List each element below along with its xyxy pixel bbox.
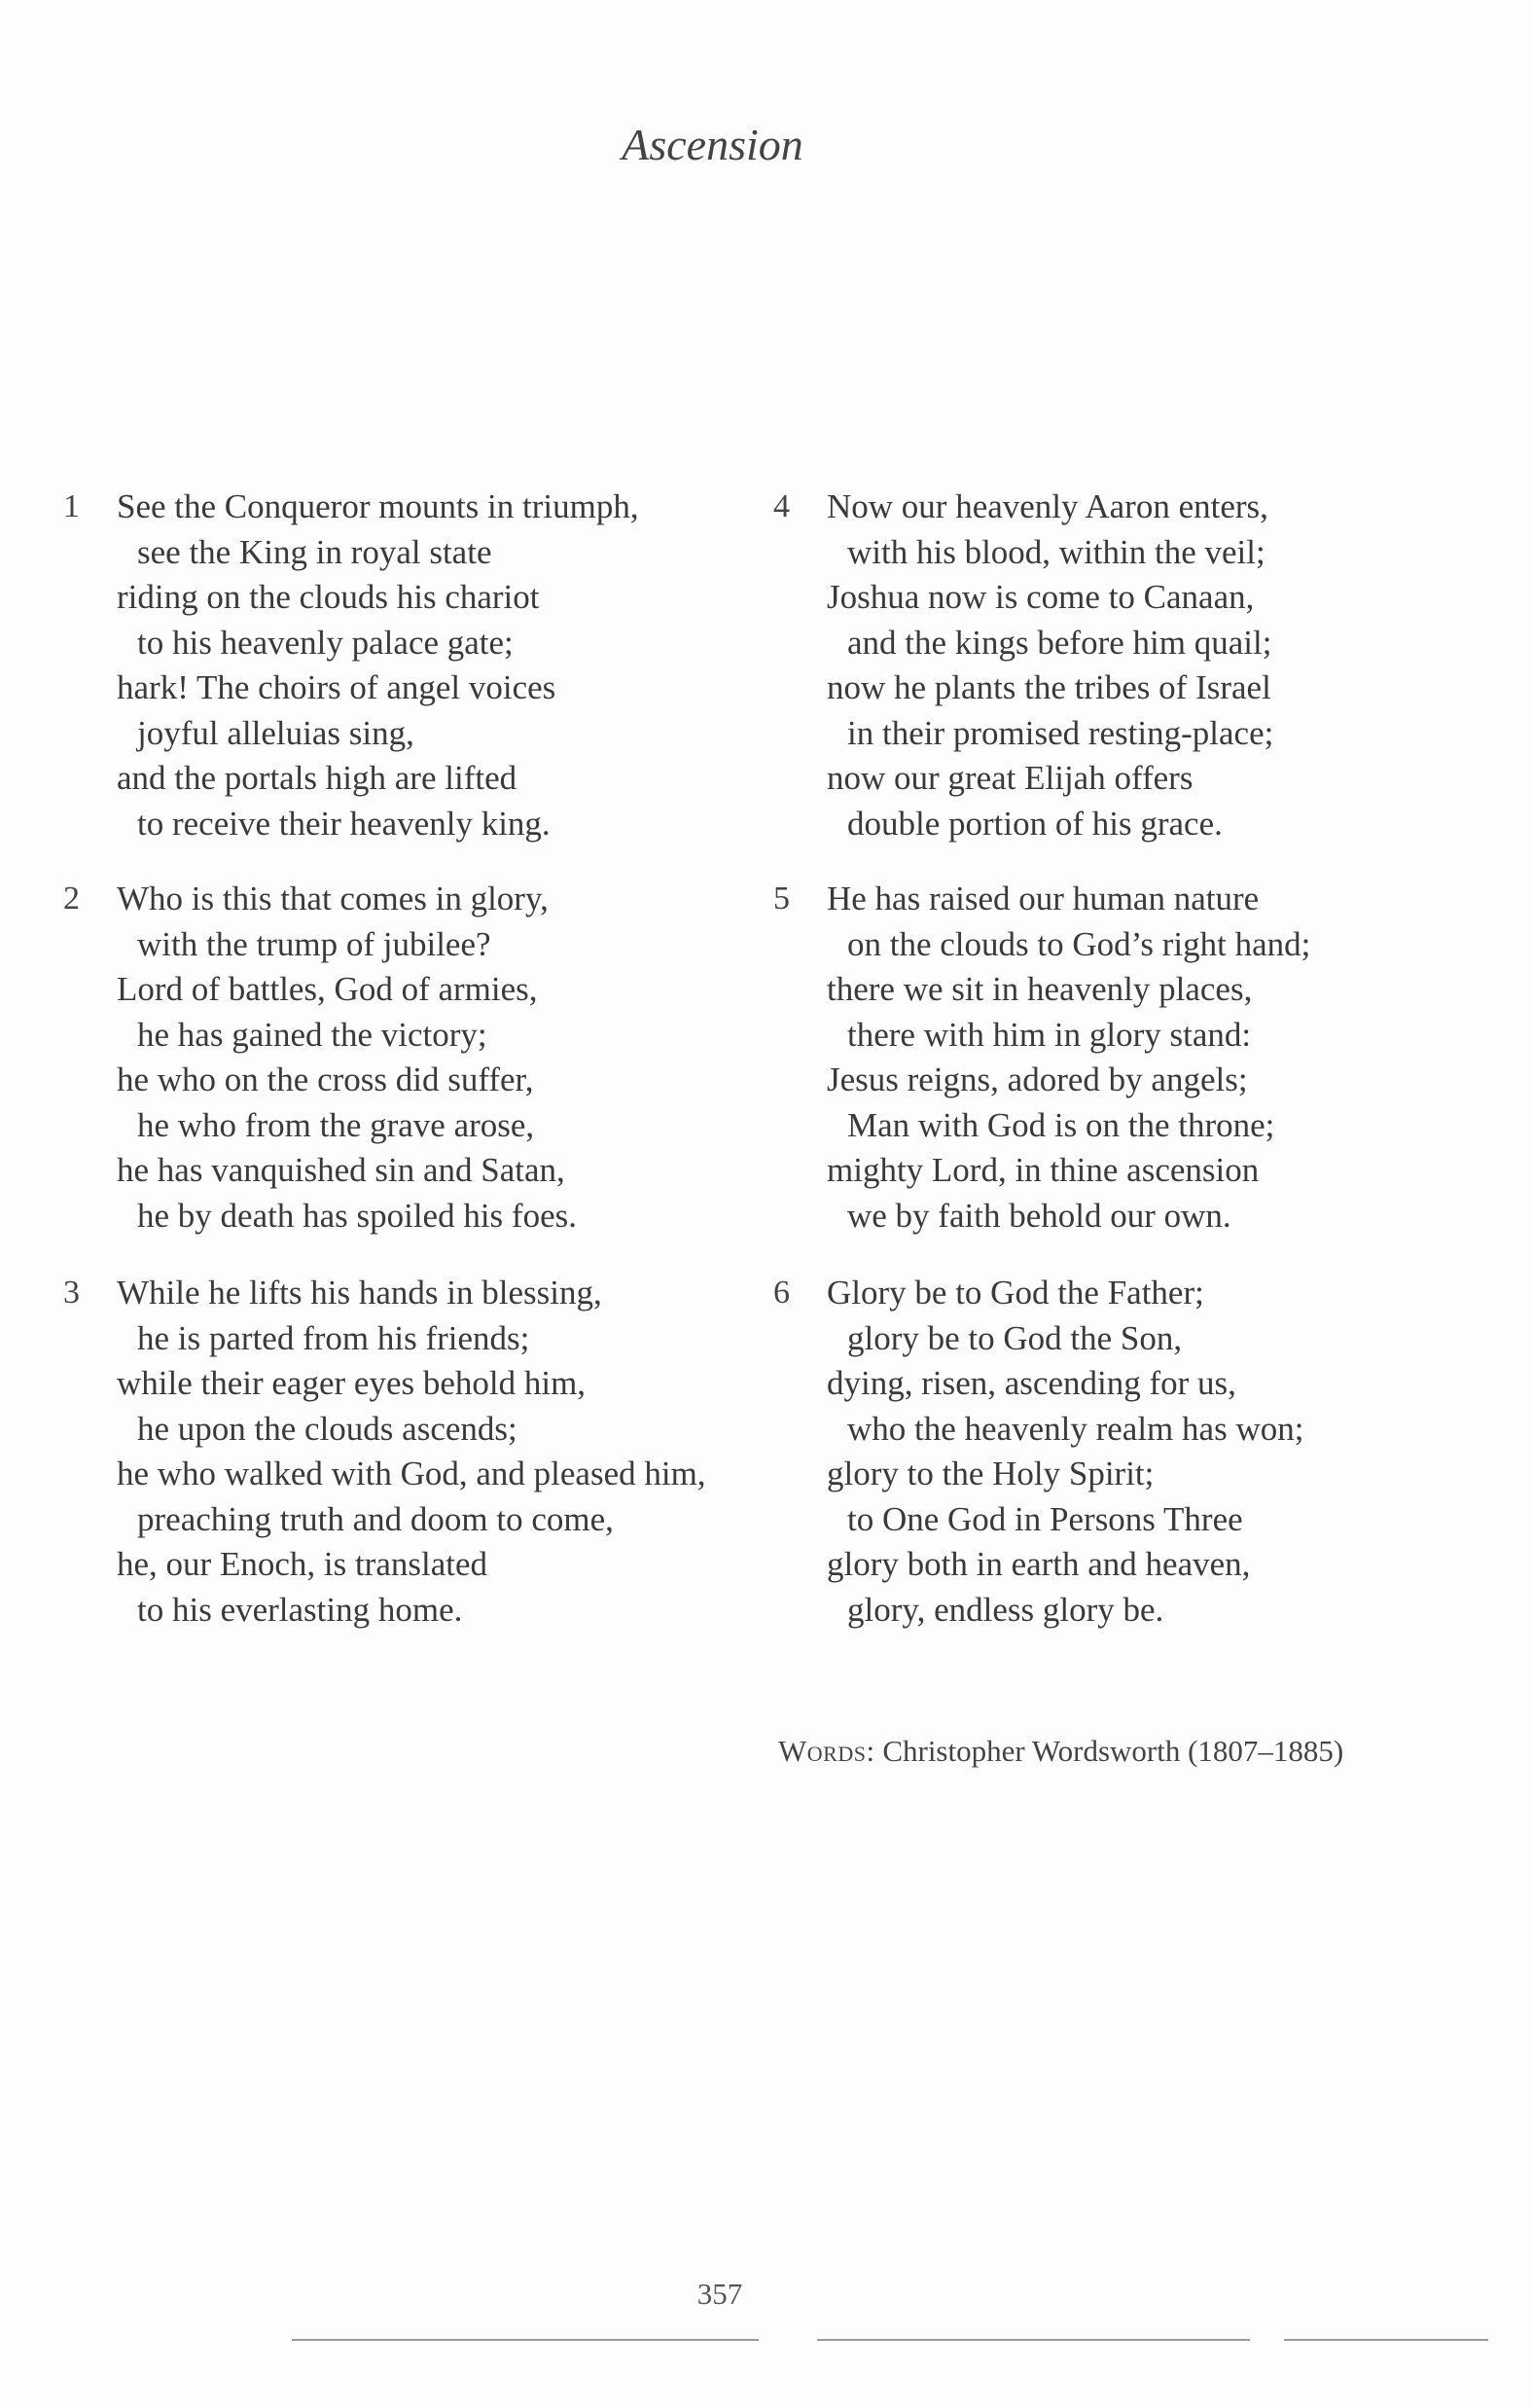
verse-line: While he lifts his hands in blessing, (117, 1274, 602, 1312)
verse-lines (827, 485, 1273, 846)
verse-line: riding on the clouds his chariot (117, 578, 540, 616)
verse-number: 5 (773, 881, 790, 916)
verse-line: to his heavenly palace gate; (137, 623, 514, 662)
words-attribution (778, 1734, 1343, 1769)
verse-line: glory be to God the Son, (847, 1318, 1183, 1357)
verse-line: to his everlasting home. (137, 1590, 463, 1629)
verse-line: who the heavenly realm has won; (847, 1409, 1304, 1448)
verse-line: Glory be to God the Father; (827, 1274, 1204, 1312)
attribution-label: Words: (778, 1734, 875, 1768)
verse-line: he upon the clouds ascends; (137, 1409, 517, 1448)
page-number: 357 (696, 2277, 743, 2311)
verse-line: there with him in glory stand: (847, 1015, 1252, 1054)
verse-line: Now our heavenly Aaron enters, (827, 487, 1268, 525)
verse-line: mighty Lord, in thine ascension (827, 1151, 1260, 1189)
page-title: Ascension (622, 120, 803, 169)
verse-line: He has raised our human nature (827, 880, 1260, 917)
verse-line: he is parted from his friends; (137, 1318, 530, 1357)
verse-line: See the Conqueror mounts in triumph, (117, 487, 639, 525)
footer-rule-left (292, 2339, 759, 2341)
verse-lines (117, 877, 577, 1239)
verse-line: preaching truth and doom to come, (137, 1499, 614, 1538)
verse-line: in their promised resting-place; (847, 713, 1274, 752)
verse-line: Joshua now is come to Canaan, (827, 578, 1255, 616)
verse-lines (117, 1271, 706, 1633)
verse-lines (117, 485, 639, 846)
verse-line: and the portals high are lifted (117, 759, 517, 797)
verse-line: glory both in earth and heaven, (827, 1545, 1251, 1583)
verse-line: glory to the Holy Spirit; (827, 1455, 1155, 1492)
verse-line: to receive their heavenly king. (137, 804, 551, 843)
verse-line: on the clouds to God’s right hand; (847, 924, 1311, 963)
verse-line: see the King in royal state (137, 532, 492, 571)
attribution-author: Christopher Wordsworth (1807–1885) (874, 1734, 1344, 1768)
verse-line: Man with God is on the throne; (847, 1105, 1275, 1144)
verse-line: to One God in Persons Three (847, 1499, 1243, 1538)
verse-line: dying, risen, ascending for us, (827, 1364, 1236, 1402)
verse-line: he has vanquished sin and Satan, (117, 1151, 565, 1189)
verse-line: joyful alleluias sing, (137, 713, 414, 752)
verse-line: now our great Elijah offers (827, 759, 1194, 797)
verse-number: 6 (773, 1275, 790, 1311)
verse-lines (827, 1271, 1303, 1633)
verse-number: 3 (63, 1275, 80, 1311)
verse-line: he, our Enoch, is translated (117, 1545, 488, 1583)
verse-line: we by faith behold our own. (847, 1196, 1231, 1235)
verse-number: 1 (63, 488, 80, 524)
verse-line: he who on the cross did suffer, (117, 1060, 534, 1098)
verse-number: 2 (63, 881, 80, 916)
footer-rule-right (1284, 2339, 1488, 2341)
verse-line: he has gained the victory; (137, 1015, 487, 1054)
verse-line: Jesus reigns, adored by angels; (827, 1060, 1248, 1098)
verse-line: glory, endless glory be. (847, 1590, 1164, 1629)
verse-line: there we sit in heavenly places, (827, 970, 1253, 1008)
verse-line: Who is this that comes in glory, (117, 880, 549, 917)
verse-line: while their eager eyes behold him, (117, 1364, 587, 1402)
verse-line: hark! The choirs of angel voices (117, 668, 556, 706)
verse-lines (827, 877, 1310, 1239)
verse-line: he who walked with God, and pleased him, (117, 1455, 706, 1492)
verse-line: with his blood, within the veil; (847, 532, 1265, 571)
verse-line: Lord of battles, God of armies, (117, 970, 538, 1008)
verse-line: he by death has spoiled his foes. (137, 1196, 577, 1235)
verse-line: with the trump of jubilee? (137, 924, 491, 963)
footer-rule-middle (817, 2339, 1250, 2341)
verse-line: and the kings before him quail; (847, 623, 1272, 662)
verse-line: double portion of his grace. (847, 804, 1223, 843)
verse-line: he who from the grave arose, (137, 1105, 535, 1144)
verse-line: now he plants the tribes of Israel (827, 668, 1271, 706)
verse-number: 4 (773, 488, 790, 524)
